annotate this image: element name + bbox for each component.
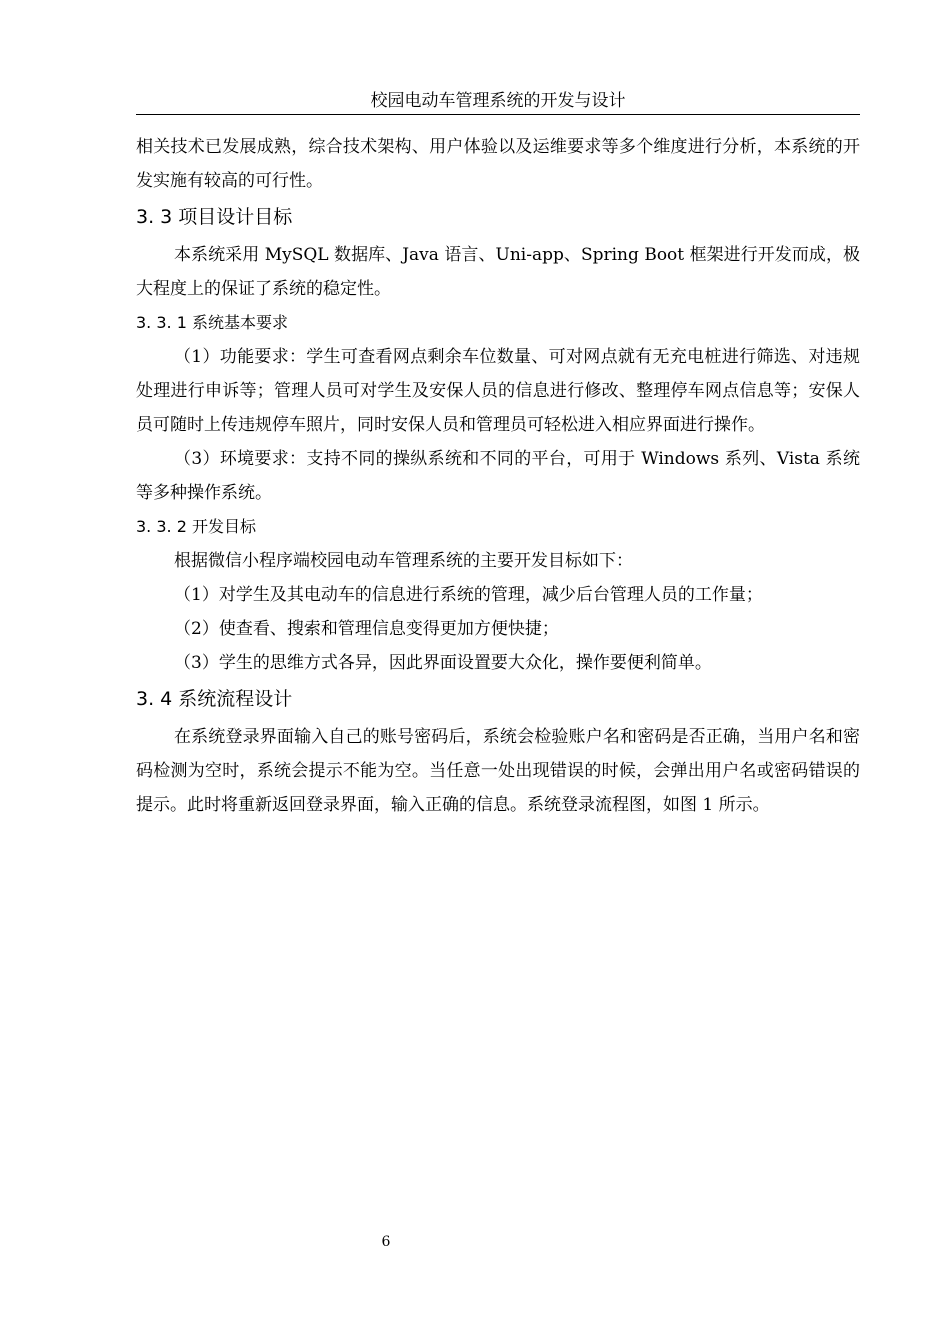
goals-lead: 根据微信小程序端校园电动车管理系统的主要开发目标如下： bbox=[174, 551, 633, 571]
section-3-4-heading: 3. 4 系统流程设计 bbox=[136, 688, 293, 710]
intro-paragraph: 相关技术已发展成熟，综合技术架构、用户体验以及运维要求等多个维度进行分析，本系统的开发实施有较高的可行性。 bbox=[136, 137, 860, 191]
document-body bbox=[136, 130, 860, 822]
page-number: 6 bbox=[381, 1234, 391, 1250]
goal-item-2: （2）使查看、搜索和管理信息变得更加方便快捷； bbox=[174, 619, 559, 639]
header-title: 校园电动车管理系统的开发与设计 bbox=[370, 91, 626, 111]
section-3-3-heading: 3. 3 项目设计目标 bbox=[136, 206, 293, 228]
requirement-functional: （1）功能要求：学生可查看网点剩余车位数量、可对网点就有无充电桩进行筛选、对违规处理进行申诉等；管理人员可对学生及安保人员的信息进行修改、整理停车网点信息等；安保人员可随时上传违规停车照片，同时安保人员和管理员可轻松进入相应界面进行操作。 bbox=[136, 347, 860, 435]
goal-item-3: （3）学生的思维方式各异，因此界面设置要大众化，操作要便利简单。 bbox=[174, 653, 712, 673]
section-3-3-1-heading: 3. 3. 1 系统基本要求 bbox=[136, 313, 288, 332]
goal-item-1: （1）对学生及其电动车的信息进行系统的管理，减少后台管理人员的工作量； bbox=[174, 585, 763, 605]
section-3-3-2-heading: 3. 3. 2 开发目标 bbox=[136, 517, 256, 536]
section-3-4-paragraph: 在系统登录界面输入自己的账号密码后，系统会检验账户名和密码是否正确，当用户名和密码检测为空时，系统会提示不能为空。当任意一处出现错误的时候，会弹出用户名或密码错误的提示。此时将重新返回登录界面，输入正确的信息。系统登录流程图，如图 1 所示。 bbox=[136, 727, 860, 815]
section-3-3-paragraph: 本系统采用 MySQL 数据库、Java 语言、Uni-app、Spring Boot 框架进行开发而成，极大程度上的保证了系统的稳定性。 bbox=[136, 245, 860, 299]
requirement-environment: （3）环境要求：支持不同的操纵系统和不同的平台，可用于 Windows 系列、Vista 系统等多种操作系统。 bbox=[136, 449, 860, 503]
page-header bbox=[136, 88, 860, 115]
